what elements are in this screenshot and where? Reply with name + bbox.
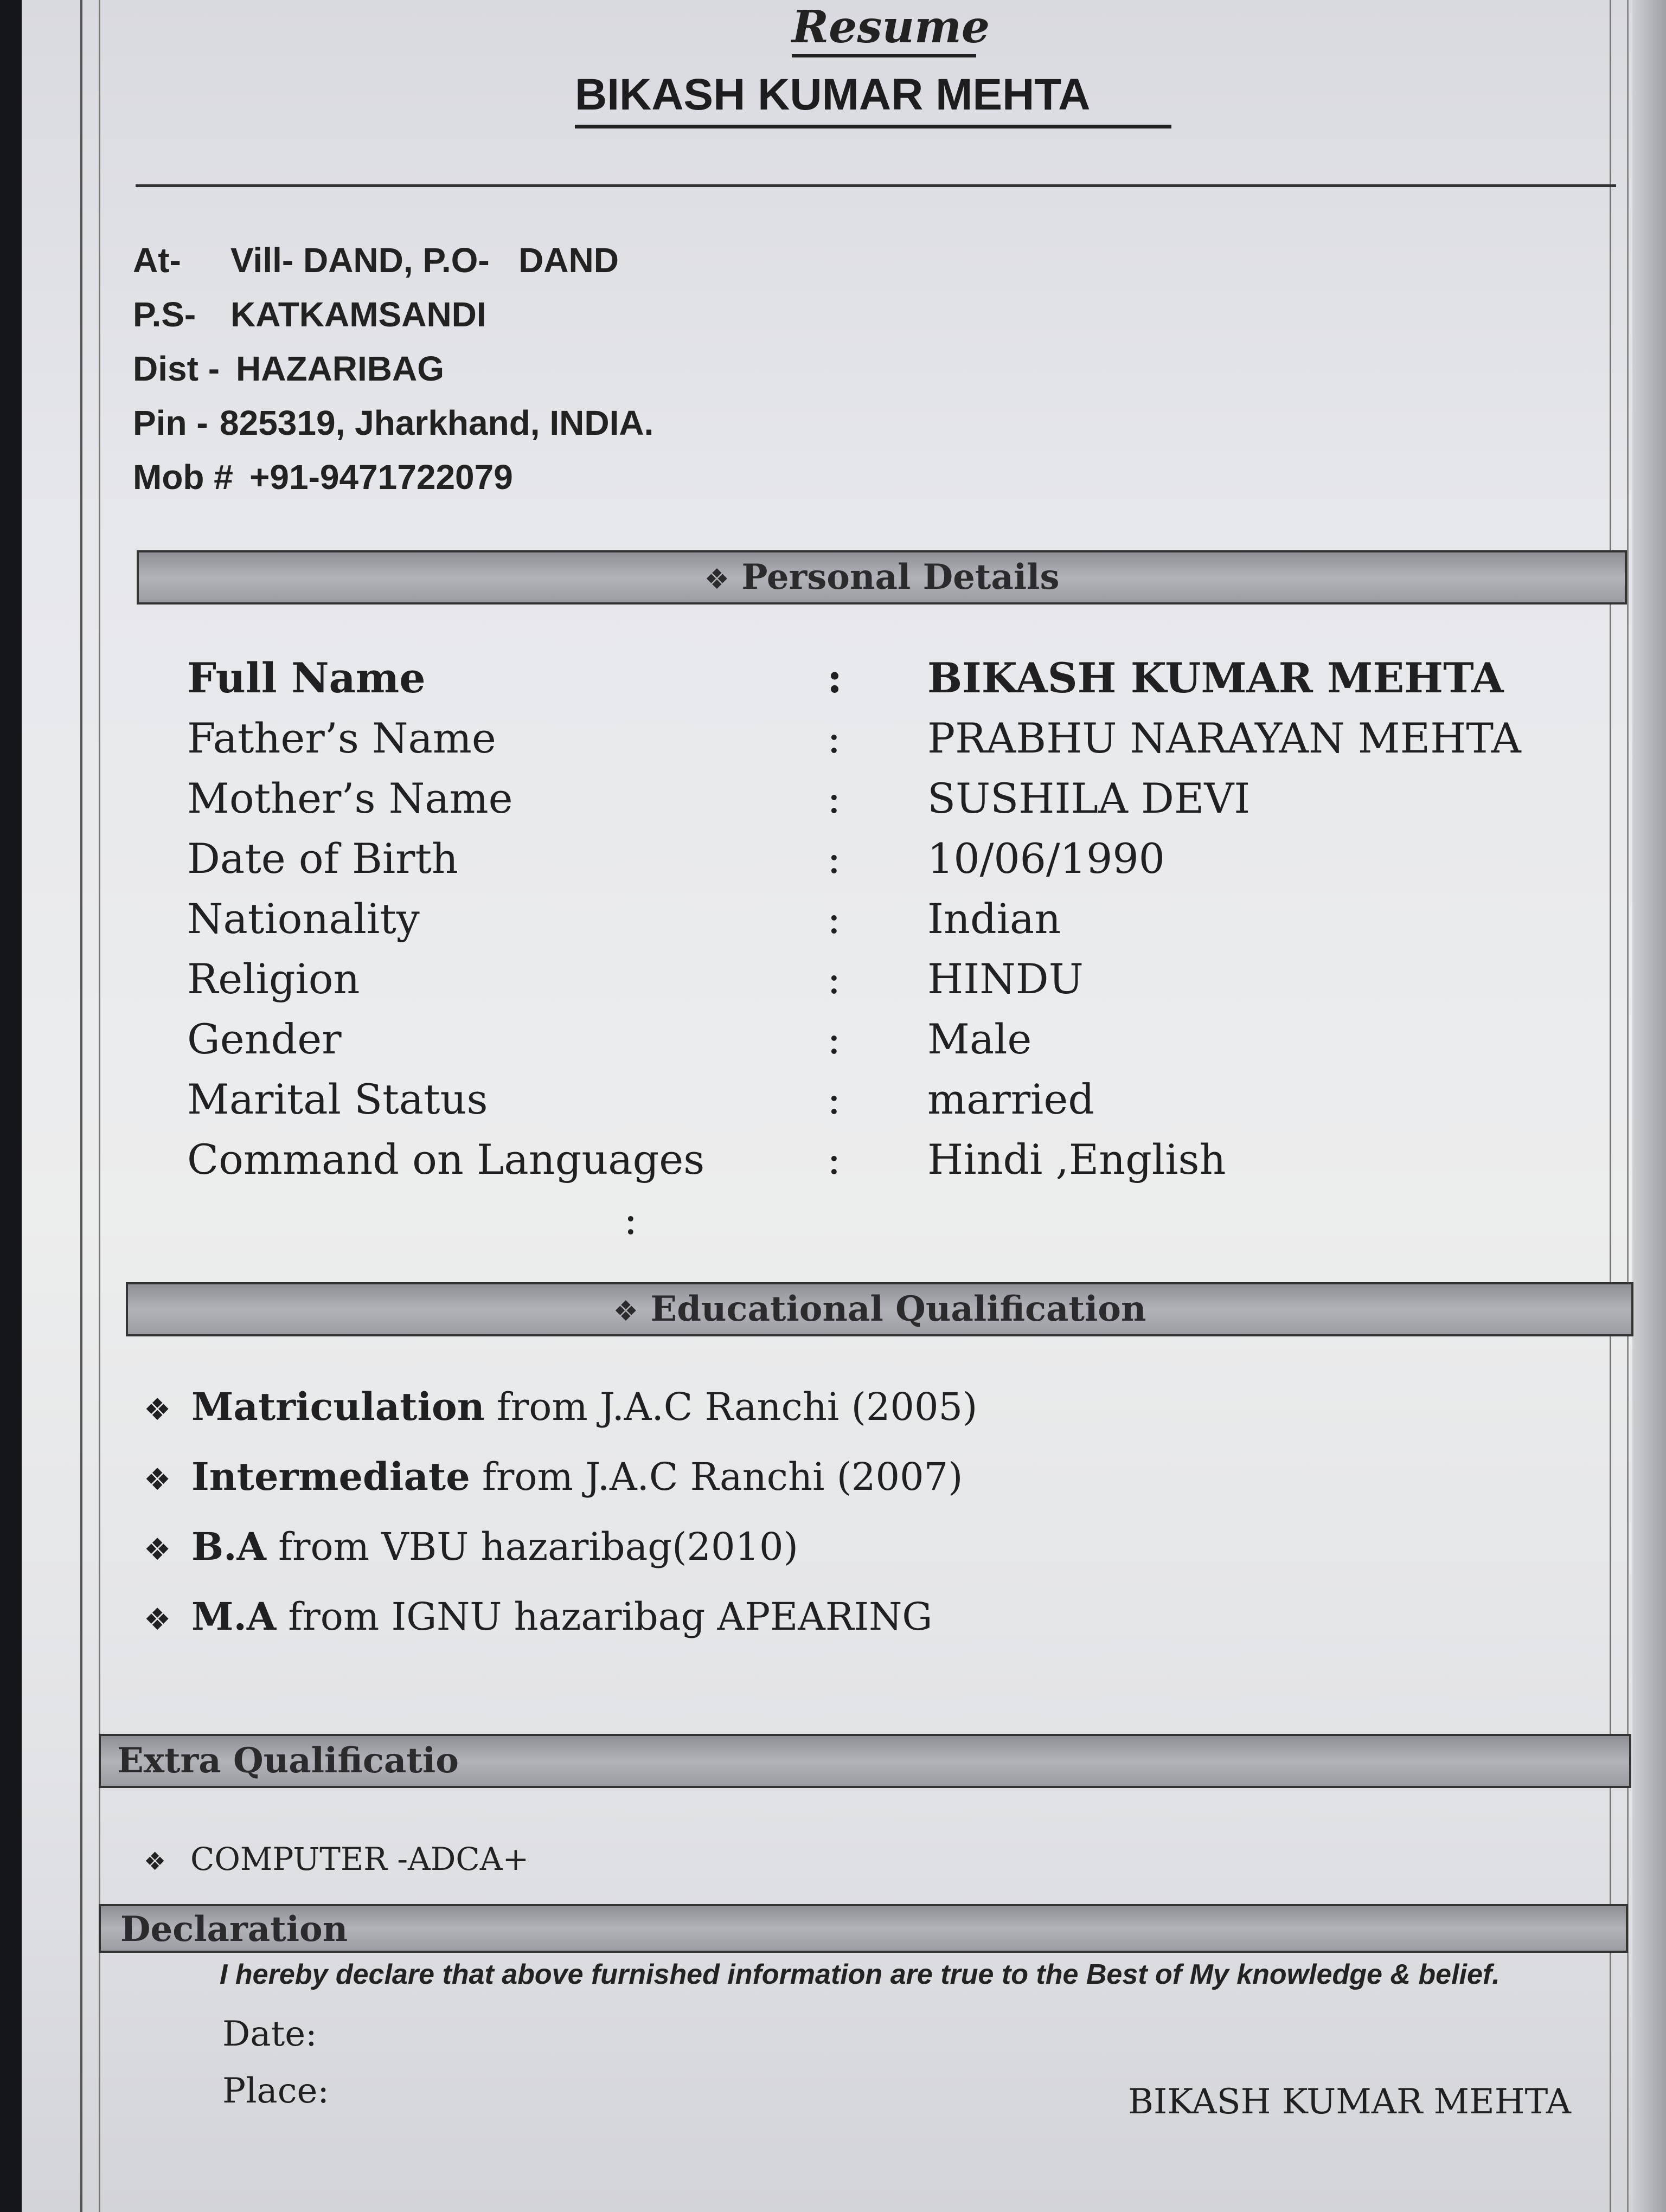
- detail-row: [187, 949, 1597, 1009]
- address-line: [133, 450, 1001, 504]
- personal-details-table: [187, 648, 1597, 1189]
- diamond-bullet-icon: ❖: [613, 1295, 639, 1328]
- detail-value: Male: [927, 1015, 1032, 1063]
- address-label: P.S-: [133, 295, 196, 334]
- detail-value: 10/06/1990: [927, 834, 1165, 883]
- detail-colon: :: [827, 955, 841, 1003]
- education-item: [144, 1377, 1445, 1447]
- address-block: [133, 233, 1001, 504]
- address-line: [133, 287, 1001, 342]
- personal-details-header: [137, 550, 1627, 605]
- detail-row: [187, 708, 1597, 768]
- detail-value: Indian: [927, 895, 1061, 943]
- section-title: Educational Qualification: [650, 1289, 1146, 1329]
- right-border-line-inner: [1610, 0, 1611, 2212]
- diamond-bullet-icon: ❖: [144, 1847, 166, 1876]
- detail-value: married: [927, 1075, 1094, 1123]
- detail-value: Hindi ,English: [927, 1135, 1226, 1184]
- detail-key: Marital Status: [187, 1075, 488, 1123]
- detail-colon: :: [827, 654, 843, 702]
- date-label: Date:: [222, 2014, 317, 2054]
- detail-value: PRABHU NARAYAN MEHTA: [927, 714, 1521, 762]
- address-value: KATKAMSANDI: [230, 295, 486, 334]
- detail-key: Nationality: [187, 895, 420, 943]
- education-header: [126, 1282, 1633, 1336]
- degree-name: M.A: [191, 1594, 277, 1639]
- degree-name: B.A: [191, 1524, 266, 1569]
- detail-colon: :: [827, 834, 841, 883]
- declaration-text: I hereby declare that above furnished information are true to the Best of My knowledge & belief.: [220, 1959, 1500, 1990]
- address-value: +91-9471722079: [249, 458, 513, 497]
- detail-row: [187, 1069, 1597, 1129]
- detail-value: HINDU: [927, 955, 1084, 1003]
- diamond-bullet-icon: ❖: [144, 1602, 171, 1637]
- declaration-header: Declaration: [99, 1904, 1628, 1953]
- address-value: Vill- DAND, P.O- DAND: [230, 241, 619, 280]
- detail-key: Religion: [187, 955, 360, 1003]
- resume-title: Resume: [792, 0, 976, 57]
- detail-colon: :: [827, 1015, 841, 1063]
- degree-name: Matriculation: [191, 1384, 485, 1429]
- degree-name: Intermediate: [191, 1454, 470, 1499]
- left-border-line-inner: [99, 0, 100, 2212]
- place-label: Place:: [222, 2071, 329, 2111]
- detail-row: [187, 828, 1597, 889]
- detail-value: SUSHILA DEVI: [927, 774, 1251, 822]
- degree-detail: from IGNU hazaribag APEARING: [276, 1594, 933, 1639]
- detail-colon: :: [827, 774, 841, 822]
- education-item: [144, 1517, 1445, 1587]
- diamond-bullet-icon: ❖: [144, 1532, 171, 1567]
- education-list: [144, 1377, 1445, 1657]
- address-line: [133, 233, 1001, 287]
- name-heading: BIKASH KUMAR MEHTA: [575, 65, 1171, 128]
- horizontal-rule: [136, 184, 1616, 187]
- signature-name: BIKASH KUMAR MEHTA: [1128, 2082, 1571, 2122]
- address-label: At-: [133, 241, 181, 280]
- detail-key: Full Name: [187, 654, 426, 702]
- detail-key: Date of Birth: [187, 834, 458, 883]
- detail-row: [187, 648, 1597, 708]
- address-label: Mob #: [133, 458, 233, 497]
- detail-row: [187, 768, 1597, 828]
- stray-colon: :: [624, 1195, 638, 1244]
- degree-detail: from J.A.C Ranchi (2007): [470, 1455, 963, 1499]
- degree-detail: from J.A.C Ranchi (2005): [484, 1385, 978, 1429]
- detail-key: Command on Languages: [187, 1135, 705, 1184]
- detail-key: Mother’s Name: [187, 774, 513, 822]
- detail-colon: :: [827, 1135, 841, 1184]
- address-line: [133, 342, 1001, 396]
- detail-colon: :: [827, 714, 841, 762]
- detail-key: Father’s Name: [187, 714, 496, 762]
- extra-qualification-text: COMPUTER -ADCA+: [190, 1841, 529, 1877]
- right-border-line: [1627, 0, 1629, 2212]
- detail-colon: :: [827, 895, 841, 943]
- address-line: [133, 396, 1001, 450]
- left-border-line: [80, 0, 82, 2212]
- degree-detail: from VBU hazaribag(2010): [266, 1525, 798, 1569]
- page-edge-shadow: [1632, 0, 1666, 2212]
- detail-colon: :: [827, 1075, 841, 1123]
- education-item: [144, 1587, 1445, 1657]
- address-label: Pin -: [133, 403, 208, 442]
- address-label: Dist -: [133, 349, 220, 388]
- extra-qualification-item: [144, 1841, 529, 1877]
- extra-qualification-header: Extra Qualificatio: [99, 1734, 1631, 1788]
- detail-row: [187, 1129, 1597, 1189]
- detail-key: Gender: [187, 1015, 342, 1063]
- detail-row: [187, 889, 1597, 949]
- diamond-bullet-icon: ❖: [704, 563, 730, 596]
- detail-row: [187, 1009, 1597, 1069]
- diamond-bullet-icon: ❖: [144, 1392, 171, 1427]
- detail-value: BIKASH KUMAR MEHTA: [927, 654, 1504, 702]
- education-item: [144, 1447, 1445, 1517]
- section-title: Personal Details: [741, 557, 1060, 597]
- address-value: 825319, Jharkhand, INDIA.: [220, 403, 654, 442]
- address-value: HAZARIBAG: [236, 349, 444, 388]
- diamond-bullet-icon: ❖: [144, 1462, 171, 1497]
